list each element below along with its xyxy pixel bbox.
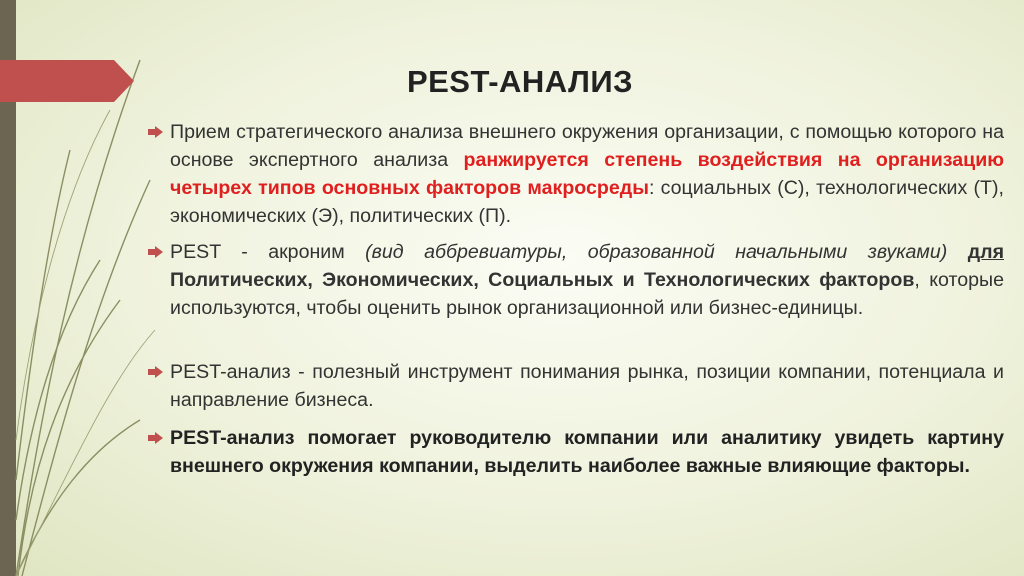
bold-text: Политических, Экономических, Социальных и Технологических факторов xyxy=(170,269,915,291)
title-arrow-decor xyxy=(0,60,134,102)
bullet-text: PEST-анализ - полезный инструмент понимания рынка, позиции компании, потенциала и направление бизнеса. xyxy=(170,361,1004,411)
page-title: PEST-АНАЛИЗ xyxy=(406,64,634,99)
italic-text: (вид аббревиатуры, образованной начальными звуками) xyxy=(365,241,968,263)
bullet-item xyxy=(148,424,1004,480)
highlight-text: ранжируется степень воздействия на организацию четырех типов основных факторов макросреды xyxy=(170,149,1004,199)
bullet-item xyxy=(148,358,1004,414)
arrow-bullet-icon xyxy=(148,126,163,138)
bullet-text: PEST-анализ помогает руководителю компании или аналитику увидеть картину внешнего окружения компании, выделить наиболее важные влияющие факторы. xyxy=(170,427,1004,477)
bullet-text: : социальных (С), технологических (Т), экономических (Э), политических (П). xyxy=(170,177,1004,227)
bullet-list xyxy=(148,118,1004,480)
bullet-item xyxy=(148,238,1004,322)
arrow-bullet-icon xyxy=(148,432,163,444)
bullet-text: PEST - акроним xyxy=(170,241,366,263)
bullet-item xyxy=(148,118,1004,230)
underlined-text: для xyxy=(967,241,1005,263)
bullet-text: , которые используются, чтобы оценить рынок организационной или бизнес-единицы. xyxy=(170,269,1004,319)
arrow-bullet-icon xyxy=(148,246,163,258)
arrow-bullet-icon xyxy=(148,366,163,378)
bullet-text: Прием стратегического анализа внешнего окружения организации, с помощью которого на основе экспертного анализа xyxy=(170,121,1004,171)
